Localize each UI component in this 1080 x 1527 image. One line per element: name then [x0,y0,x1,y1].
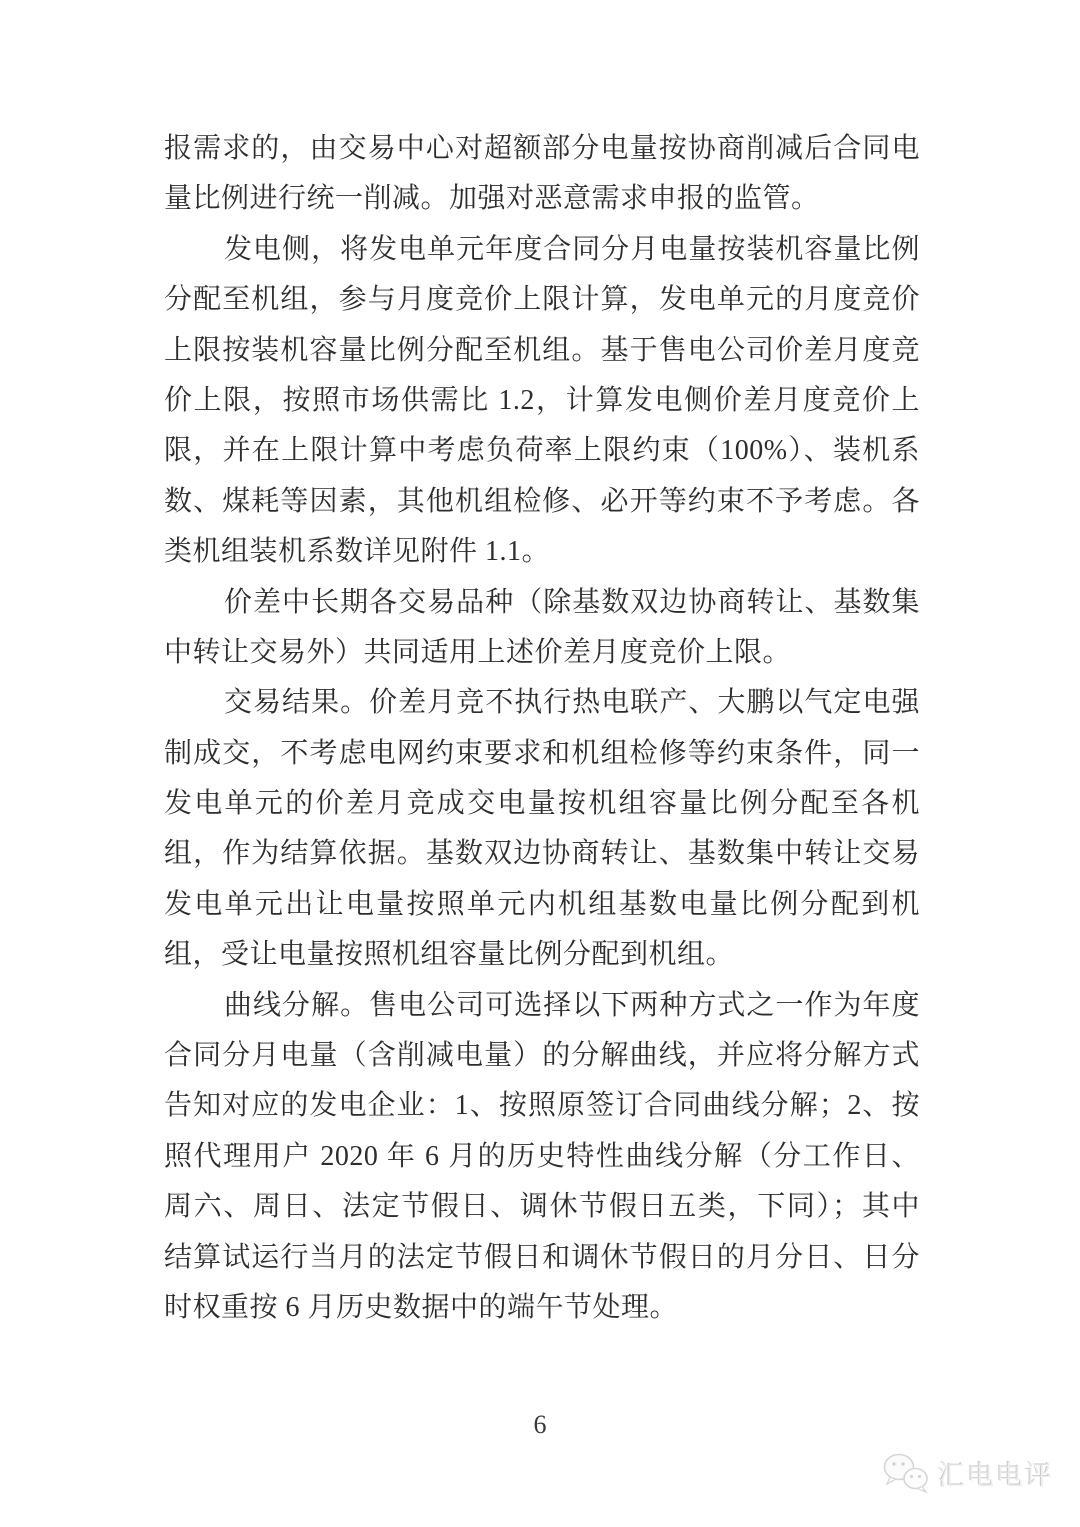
watermark-label: 汇电电评 [938,1460,1054,1491]
text-line: 发电单元出让电量按照单元内机组基数电量比例分配到机 [164,888,920,920]
text-line: 周六、周日、法定节假日、调休节假日五类，下同）；其中 [164,1191,920,1223]
text-line: 结算试运行当月的法定节假日和调休节假日的月分日、日分 [164,1241,920,1273]
text-line: 报需求的，由交易中心对超额部分电量按协商削减后合同电 [164,133,920,164]
text-line: 价上限，按照市场供需比 1.2，计算发电侧价差月度竞价上 [164,384,920,416]
text-line: 价差中长期各交易品种（除基数双边协商转让、基数集 [224,586,920,618]
text-line: 中转让交易外）共同适用上述价差月度竞价上限。 [164,636,792,668]
text-line: 数、煤耗等因素，其他机组检修、必开等约束不予考虑。各 [164,485,920,517]
text-line: 时权重按 6 月历史数据中的端午节处理。 [164,1291,679,1323]
text-line: 类机组装机系数详见附件 1.1。 [164,536,551,568]
document-body [164,124,920,1333]
watermark [882,1452,1054,1494]
text-line: 交易结果。价差月竞不执行热电联产、大鹏以气定电强 [224,687,920,719]
text-line: 组，作为结算依据。基数双边协商转让、基数集中转让交易 [164,838,920,870]
text-line: 限，并在上限计算中考虑负荷率上限约束（100%）、装机系 [164,435,920,467]
text-line: 量比例进行统一削减。加强对恶意需求申报的监管。 [164,183,820,215]
text-line: 制成交，不考虑电网约束要求和机组检修等约束条件，同一 [164,737,920,769]
text-line: 照代理用户 2020 年 6 月的历史特性曲线分解（分工作日、 [164,1140,920,1172]
text-line: 组，受让电量按照机组容量比例分配到机组。 [164,939,735,971]
page-number: 6 [533,1410,547,1439]
text-line: 告知对应的发电企业：1、按照原签订合同曲线分解；2、按 [164,1090,920,1122]
text-line: 合同分月电量（含削减电量）的分解曲线，并应将分解方式 [164,1040,920,1072]
text-line: 分配至机组，参与月度竞价上限计算，发电单元的月度竞价 [164,284,920,316]
text-line: 发电单元的价差月竞成交电量按机组容量比例分配至各机 [164,788,920,820]
text-line: 曲线分解。售电公司可选择以下两种方式之一作为年度 [224,989,920,1021]
text-line: 发电侧，将发电单元年度合同分月电量按装机容量比例 [224,233,920,265]
wechat-chat-bubbles-icon [882,1452,930,1494]
text-line: 上限按装机容量比例分配至机组。基于售电公司价差月度竞 [164,334,920,366]
